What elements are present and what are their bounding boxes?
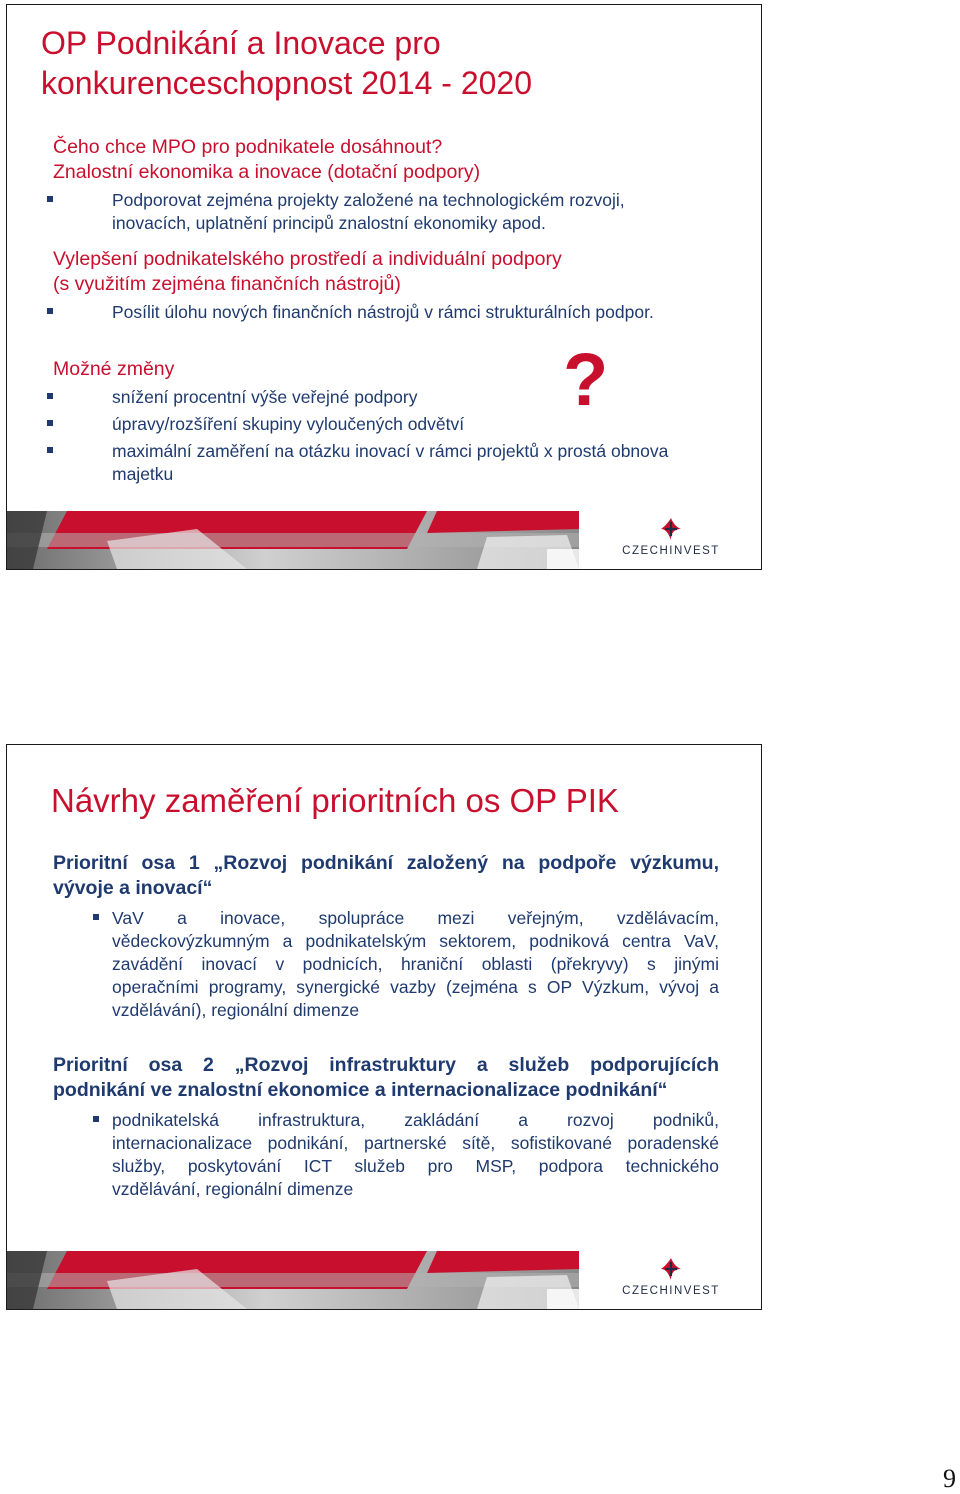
- czechinvest-logo-icon: [659, 517, 683, 541]
- section-goals: [53, 135, 625, 235]
- heading-line: Vylepšení podnikatelského prostředí a individuální podpory: [53, 248, 562, 270]
- priority-axis-1: [53, 851, 719, 1022]
- bullet-line: služby, poskytování ICT služeb pro MSP, podpora technického: [112, 1156, 719, 1176]
- slide-2-title: Návrhy zaměření prioritních os OP PIK: [51, 782, 619, 819]
- logo-text-part-1: CZECH: [622, 1285, 670, 1297]
- bullet-list: [53, 1109, 719, 1201]
- slide-1-title-line-2: konkurenceschopnost 2014 - 2020: [41, 65, 533, 101]
- slide-1: [6, 4, 762, 570]
- section-business-environment: [53, 247, 654, 324]
- heading-line: Možné změny: [53, 358, 175, 380]
- czechinvest-logo-icon: [659, 1257, 683, 1281]
- list-item: [7, 189, 625, 235]
- bullet-list: [7, 189, 625, 235]
- logo-text-part-1: CZECH: [622, 545, 670, 557]
- list-item: [53, 907, 719, 1022]
- bullet-line: snížení procentní výše veřejné podpory: [112, 387, 418, 407]
- priority-axis-2-heading: [53, 1053, 719, 1103]
- czechinvest-logo[interactable]: [621, 1257, 721, 1297]
- bullet-line: Posílit úlohu nových finančních nástrojů v rámci strukturálních podpor.: [112, 302, 654, 322]
- bullet-line: zavádění inovací v podnicích, hraniční oblasti (překryvy) s jinými: [112, 954, 719, 974]
- bullet-line: operačními programy, synergické vazby (zejména s OP Výzkum, vývoj a: [112, 977, 719, 997]
- page-number: 9: [943, 1464, 956, 1493]
- heading-line: podnikání ve znalostní ekonomice a internacionalizace podnikání“: [53, 1079, 668, 1101]
- bullet-line: vzdělávání), regionální dimenze: [112, 1000, 360, 1020]
- bullet-line: vzdělávání, regionální dimenze: [112, 1179, 354, 1199]
- czechinvest-logo[interactable]: [621, 517, 721, 557]
- slide-2: [6, 744, 762, 1310]
- logo-text-part-2: INVEST: [669, 1285, 720, 1297]
- heading-line: (s využitím zejména finančních nástrojů): [53, 273, 401, 295]
- heading-line: Prioritní osa 1 „Rozvoj podnikání založený na podpoře výzkumu,: [53, 852, 719, 874]
- czechinvest-logo-text: [621, 1285, 721, 1297]
- logo-text-part-2: INVEST: [669, 545, 720, 557]
- bullet-line: VaV a inovace, spolupráce mezi veřejným, vzdělávacím,: [112, 908, 719, 928]
- slide-1-title: [41, 23, 532, 103]
- bullet-line: inovacích, uplatnění principů znalostní ekonomiky apod.: [112, 213, 546, 233]
- slide-footer: [7, 511, 761, 569]
- bullet-line: maximální zaměření na otázku inovací v rámci projektů x prostá obnova: [112, 441, 669, 461]
- slide-footer: [7, 1251, 761, 1309]
- heading-line: Prioritní osa 2 „Rozvoj infrastruktury a služeb podporujících: [53, 1054, 719, 1076]
- bullet-line: Podporovat zejména projekty založené na technologickém rozvoji,: [112, 190, 625, 210]
- heading-line: Znalostní ekonomika a inovace (dotační podpory): [53, 161, 481, 183]
- heading-line: Čeho chce MPO pro podnikatele dosáhnout?: [53, 136, 443, 158]
- slide-1-title-line-1: OP Podnikání a Inovace pro: [41, 25, 441, 61]
- heading-line: vývoje a inovací“: [53, 877, 213, 899]
- bullet-line: podnikatelská infrastruktura, zakládání a rozvoj podniků,: [112, 1110, 719, 1130]
- bullet-line: úpravy/rozšíření skupiny vyloučených odvětví: [112, 414, 465, 434]
- bullet-line: internacionalizace podnikání, partnerské sítě, sofistikované poradenské: [112, 1133, 719, 1153]
- bullet-list: [7, 301, 654, 324]
- bullet-line: majetku: [112, 464, 174, 484]
- priority-axis-2: [53, 1053, 719, 1201]
- section-business-environment-heading: [53, 247, 654, 297]
- czechinvest-logo-text: [621, 545, 721, 557]
- list-item: [53, 1109, 719, 1201]
- question-mark: ?: [563, 338, 609, 421]
- list-item: [7, 440, 668, 486]
- list-item: [7, 301, 654, 324]
- bullet-line: vědeckovýzkumným a podnikatelským sektorem, podniková centra VaV,: [112, 931, 719, 951]
- priority-axis-1-heading: [53, 851, 719, 901]
- bullet-list: [53, 907, 719, 1022]
- section-goals-heading: [53, 135, 625, 185]
